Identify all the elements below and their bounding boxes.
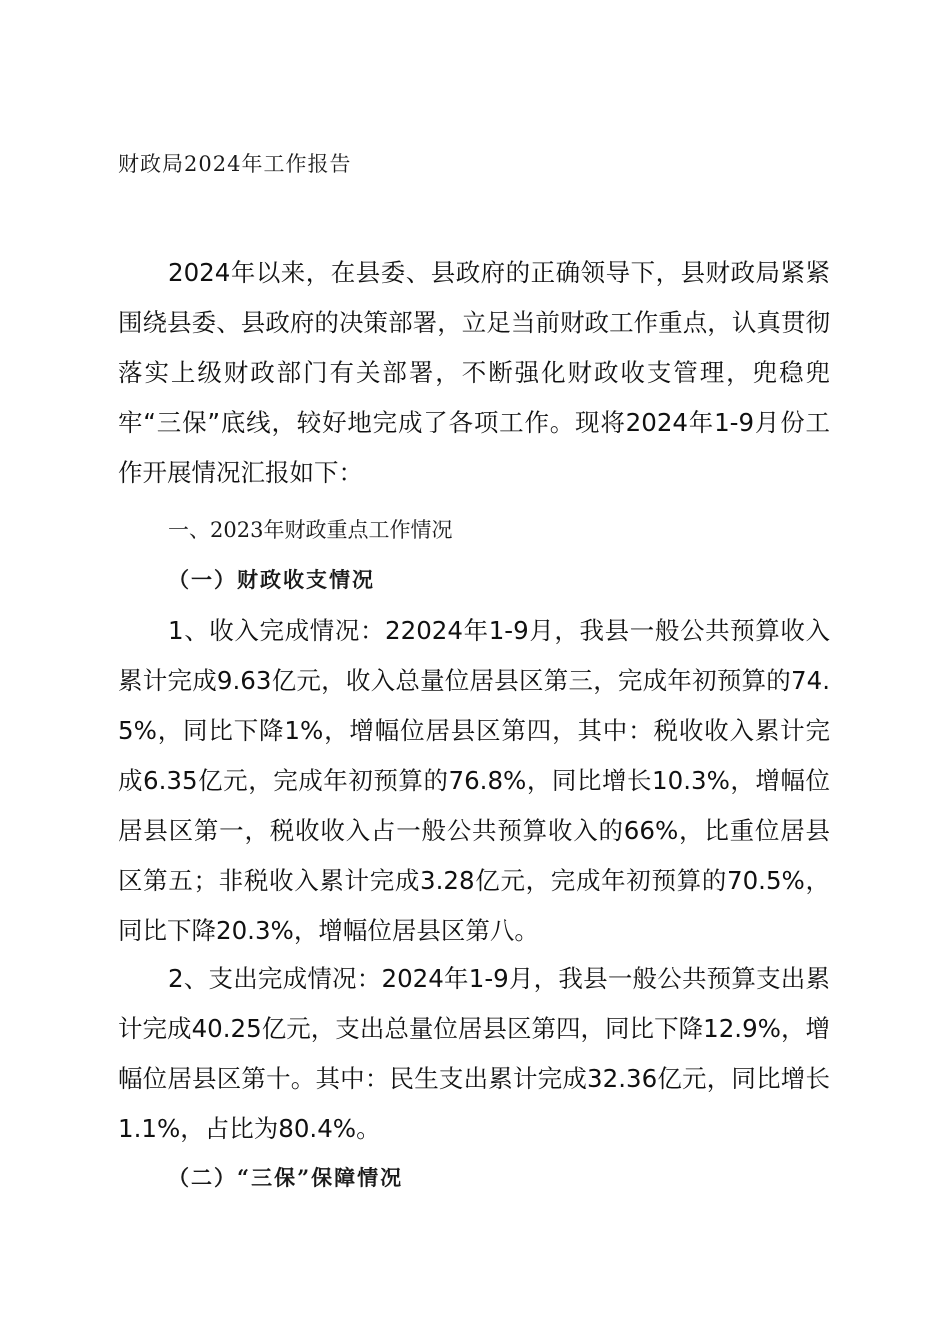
intro-paragraph: 2024年以来，在县委、县政府的正确领导下，县财政局紧紧围绕县委、县政府的决策部署，立足当前财政工作重点，认真贯彻落实上级财政部门有关部署，不断强化财政收支管理，兜稳兜牢“三保”底线，较好地完成了各项工作。现将2024年1-9月份工作开展情况汇报如下： <box>118 258 830 487</box>
revenue-paragraph: 1、收入完成情况：22024年1-9月，我县一般公共预算收入累计完成9.63亿元，收入总量位居县区第三，完成年初预算的74.5%，同比下降1%，增幅位居县区第四，其中：税收收入累计完成6.35亿元，完成年初预算的76.8%，同比增长10.3%，增幅位居县区第一，税收收入占一般公共预算收入的66%，比重位居县区第五；非税收入累计完成3.28亿元，完成年初预算的70.5%，同比下降20.3%，增幅位居县区第八。 <box>118 616 830 945</box>
document-title: 财政局2024年工作报告 <box>118 152 352 176</box>
section-heading: 一、2023年财政重点工作情况 <box>168 518 453 542</box>
expenditure-paragraph: 2、支出完成情况：2024年1-9月，我县一般公共预算支出累计完成40.25亿元，支出总量位居县区第四，同比下降12.9%，增幅位居县区第十。其中：民生支出累计完成32.36亿元，同比增长1.1%，占比为80.4%。 <box>118 964 830 1143</box>
subsection-heading-three-guarantees: （二）“三保”保障情况 <box>168 1165 404 1190</box>
subsection-heading-finance: （一）财政收支情况 <box>168 567 375 592</box>
